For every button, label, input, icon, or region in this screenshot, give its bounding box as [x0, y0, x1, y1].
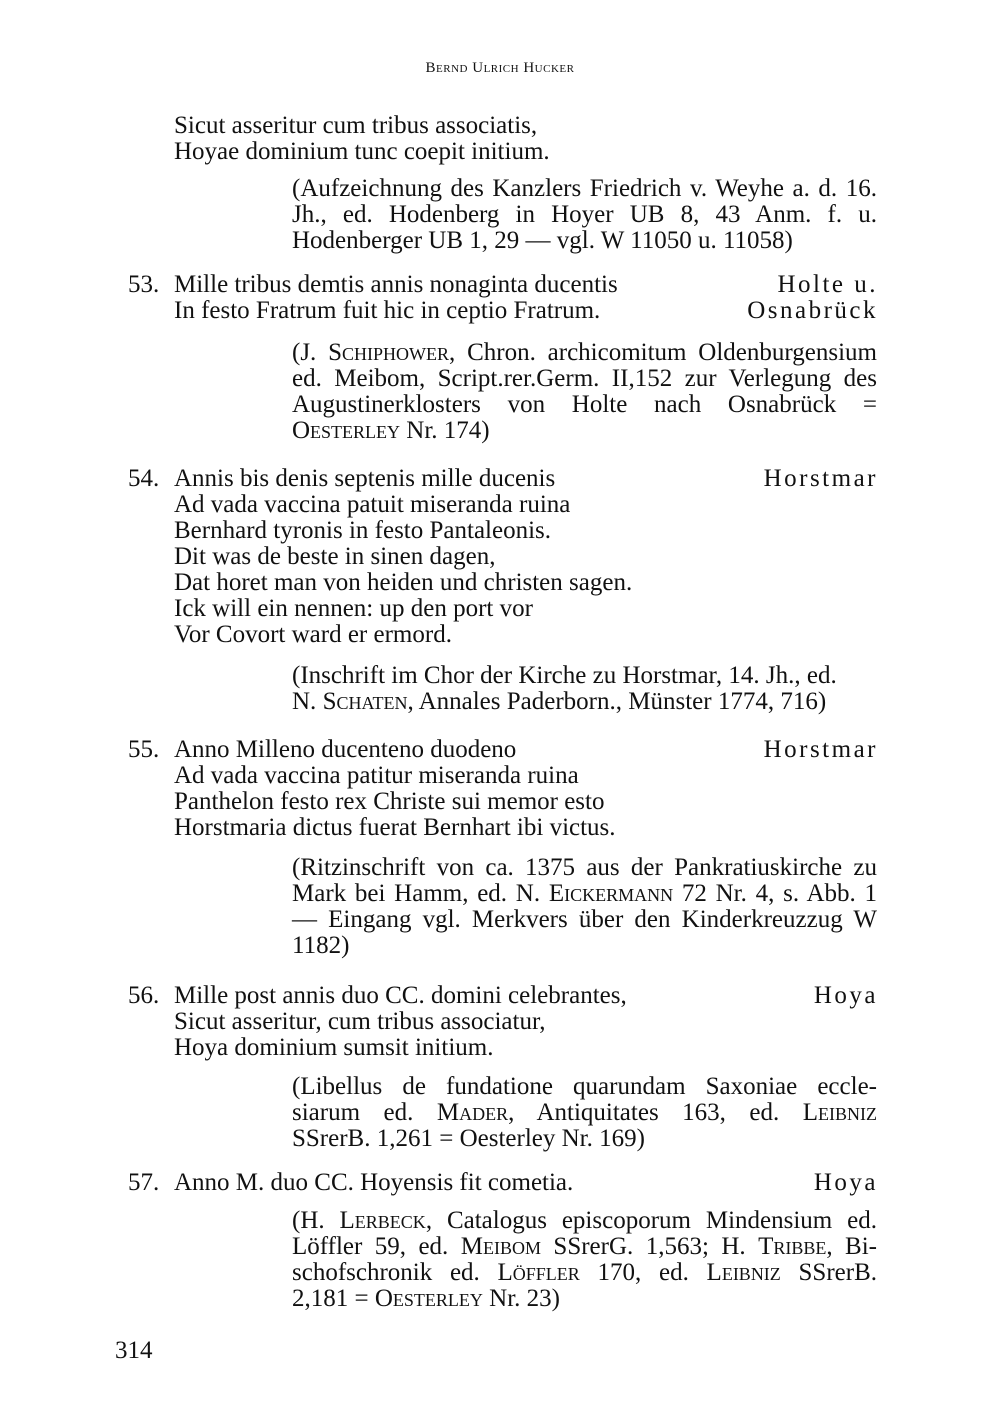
source-note-line: Löffler 59, ed. Meibom SSrerG. 1,563; H. Tribbe, Bi-: [292, 1233, 878, 1260]
source-note-line: siarum ed. Mader, Antiquitates 163, ed. Leibniz: [292, 1099, 878, 1126]
source-note-line: (Aufzeichnung des Kanzlers Friedrich v. Weyhe a. d. 16.: [292, 175, 877, 202]
place-label: Hoya: [813, 1169, 878, 1196]
source-note-line: Augustinerklosters von Holte nach Osnabrück =: [292, 391, 877, 418]
author-name: (J. Schiphower: [292, 339, 450, 366]
verse-line: Dat horet man von heiden und christen sagen.: [174, 569, 633, 596]
entry-number: 56.: [128, 982, 160, 1009]
entry-number: 57.: [128, 1169, 160, 1196]
verse-line: Sicut asseritur, cum tribus associatur,: [174, 1008, 546, 1035]
entry-number: 53.: [128, 271, 160, 298]
place-label: Holte u.: [777, 271, 878, 298]
place-label: Hoya: [813, 982, 878, 1009]
verse-line: Annis bis denis septenis mille ducenis: [174, 465, 556, 492]
source-note-line: N. Schaten, Annales Paderborn., Münster 1774, 716): [292, 688, 827, 715]
verse-line: Bernhard tyronis in festo Pantaleonis.: [174, 517, 552, 544]
source-note-line: SSrerB. 1,261 = Oesterley Nr. 169): [292, 1125, 645, 1152]
source-note-line: — Eingang vgl. Merkvers über den Kinderkreuzzug W: [292, 906, 877, 933]
verse-line: Hoya dominium sumsit initium.: [174, 1034, 494, 1061]
source-note-line: schofschronik ed. Löffler 170, ed. Leibniz SSrerB.: [292, 1259, 877, 1286]
entry-number: 55.: [128, 736, 160, 763]
source-note-line: (Inschrift im Chor der Kirche zu Horstmar, 14. Jh., ed.: [292, 662, 837, 689]
place-label: Horstmar: [763, 465, 878, 492]
source-note-line: (J. Schiphower, Chron. archicomitum Oldenburgensium: [292, 339, 877, 366]
verse-line: Anno Milleno ducenteno duodeno: [174, 736, 517, 763]
verse-line: Horstmaria dictus fuerat Bernhart ibi victus.: [174, 814, 616, 841]
verse-line: Ick will ein nennen: up den port vor: [174, 595, 533, 622]
verse-line: Anno M. duo CC. Hoyensis fit cometia.: [174, 1169, 574, 1196]
verse-line: In festo Fratrum fuit hic in ceptio Fratrum.: [174, 297, 601, 324]
source-note-line: Oesterley Nr. 174): [292, 417, 490, 444]
verse-line: Sicut asseritur cum tribus associatis,: [174, 112, 538, 139]
source-note-line: (Ritzinschrift von ca. 1375 aus der Pankratiuskirche zu: [292, 854, 877, 881]
running-header: Bernd Ulrich Hucker: [425, 60, 575, 76]
verse-line: Dit was de beste in sinen dagen,: [174, 543, 496, 570]
source-note-line: Mark bei Hamm, ed. N. Eickermann 72 Nr. 4, s. Abb. 1: [292, 880, 878, 907]
source-note-line: 2,181 = Oesterley Nr. 23): [292, 1285, 560, 1312]
page-number: 314: [115, 1337, 153, 1364]
verse-line: Ad vada vaccina patitur miseranda ruina: [174, 762, 579, 789]
source-note-line: ed. Meibom, Script.rer.Germ. II,152 zur Verlegung des: [292, 365, 877, 392]
verse-line: Panthelon festo rex Christe sui memor esto: [174, 788, 605, 815]
verse-line: Hoyae dominium tunc coepit initium.: [174, 138, 550, 165]
place-label: Osnabrück: [747, 297, 878, 324]
source-note-line: Hodenberger UB 1, 29 — vgl. W 11050 u. 11058): [292, 227, 793, 254]
verse-line: Mille post annis duo CC. domini celebrantes,: [174, 982, 627, 1009]
place-label: Horstmar: [763, 736, 878, 763]
source-note-line: (Libellus de fundatione quarundam Saxoniae eccle-: [292, 1073, 877, 1100]
verse-line: Ad vada vaccina patuit miseranda ruina: [174, 491, 571, 518]
verse-line: Mille tribus demtis annis nonaginta ducentis: [174, 271, 618, 298]
source-note-line: (H. Lerbeck, Catalogus episcoporum Mindensium ed.: [292, 1207, 877, 1234]
source-note-line: 1182): [292, 932, 350, 959]
source-note-line: Jh., ed. Hodenberg in Hoyer UB 8, 43 Anm. f. u.: [292, 201, 877, 228]
entry-number: 54.: [128, 465, 160, 492]
verse-line: Vor Covort ward er ermord.: [174, 621, 452, 648]
